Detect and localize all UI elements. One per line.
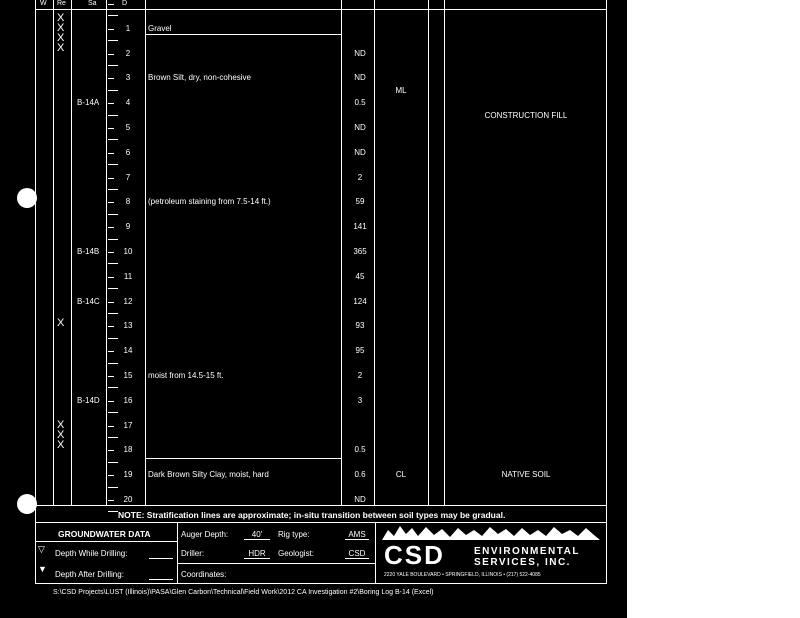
depth-tick xyxy=(108,239,118,240)
pid-reading: 93 xyxy=(355,321,365,331)
pid-reading: 365 xyxy=(353,247,367,256)
depth-label: 15 xyxy=(123,371,133,380)
soil-description: (petroleum staining from 7.5-14 ft.) xyxy=(148,197,271,207)
depth-label: 8 xyxy=(125,197,131,207)
depth-tick-minor xyxy=(108,475,114,476)
depth-tick xyxy=(108,288,118,289)
remark: NATIVE SOIL xyxy=(501,470,551,480)
pid-reading: 3 xyxy=(357,395,363,405)
depth-label: 12 xyxy=(123,296,133,306)
grid-line xyxy=(606,0,607,583)
auger-depth-value: 40' xyxy=(244,530,270,540)
depth-while-drilling-label: Depth While Drilling: xyxy=(55,549,128,558)
recovery-x-mark: X xyxy=(57,41,65,54)
depth-tick xyxy=(108,511,118,512)
note-top-line xyxy=(35,505,607,506)
sample-id: B-14A xyxy=(77,98,100,108)
geologist-value: CSD xyxy=(345,549,369,559)
remark: CONSTRUCTION FILL xyxy=(484,110,568,120)
depth-tick xyxy=(108,487,118,488)
grid-line xyxy=(35,0,36,583)
depth-tick-minor xyxy=(108,54,114,55)
depth-tick-minor xyxy=(108,4,114,5)
depth-label: 2 xyxy=(125,48,131,58)
depth-label: 19 xyxy=(123,470,133,480)
depth-label: 9 xyxy=(125,222,131,232)
depth-tick xyxy=(108,189,118,190)
rig-type-label: Rig type: xyxy=(278,530,310,539)
coordinates-label: Coordinates: xyxy=(181,570,227,579)
soil-description: moist from 14.5-15 ft. xyxy=(148,371,224,380)
driller-label: Driller: xyxy=(181,549,205,558)
depth-label: 6 xyxy=(125,147,131,157)
depth-tick-minor xyxy=(108,426,114,427)
depth-tick xyxy=(108,437,118,438)
grid-line xyxy=(35,541,177,542)
depth-tick xyxy=(108,40,118,41)
grid-line xyxy=(53,0,54,505)
header-col-d: D xyxy=(122,0,128,7)
depth-tick xyxy=(108,90,118,91)
grid-line xyxy=(71,0,72,505)
pid-reading: 0.5 xyxy=(354,98,366,108)
depth-tick-minor xyxy=(108,252,114,253)
depth-tick-minor xyxy=(108,178,114,179)
depth-tick xyxy=(108,164,118,165)
table-bottom-line xyxy=(35,583,607,584)
depth-label: 18 xyxy=(123,445,133,455)
pid-reading: ND xyxy=(354,48,366,58)
pid-reading: ND xyxy=(354,123,366,132)
depth-tick xyxy=(108,139,118,140)
header-col-w: W xyxy=(40,0,47,7)
recovery-x-mark: X xyxy=(57,11,65,24)
pid-reading: 141 xyxy=(353,222,367,232)
recovery-x-mark: X xyxy=(57,418,65,431)
pid-reading: 95 xyxy=(355,346,365,356)
pid-reading: 0.6 xyxy=(354,470,366,480)
logo-address: 2220 YALE BOULEVARD • SPRINGFIELD, ILLINOIS • (217) 522-4085 xyxy=(384,572,541,578)
depth-tick-minor xyxy=(108,500,114,501)
company-logo xyxy=(378,524,604,582)
table-top-line xyxy=(35,9,607,10)
pid-reading: 45 xyxy=(355,271,365,281)
water-level-after-icon: ▼ xyxy=(38,564,47,574)
depth-tick-minor xyxy=(108,202,114,203)
depth-label: 13 xyxy=(123,321,133,331)
depth-label: 4 xyxy=(125,98,131,108)
binder-hole-top xyxy=(17,188,37,208)
grid-line xyxy=(177,563,375,564)
depth-label: 1 xyxy=(125,23,131,33)
depth-label: 3 xyxy=(125,73,131,83)
depth-tick xyxy=(108,263,118,264)
auger-depth-label: Auger Depth: xyxy=(181,530,229,539)
grid-line xyxy=(145,0,146,505)
grid-line xyxy=(375,522,376,583)
page-margin xyxy=(627,0,800,618)
pid-reading: 59 xyxy=(355,197,365,207)
sample-id: B-14C xyxy=(77,296,100,306)
depth-tick xyxy=(108,313,118,314)
pid-reading: ND xyxy=(354,495,366,504)
depth-tick-minor xyxy=(108,29,114,30)
uscs-code: CL xyxy=(395,470,407,480)
depth-tick-minor xyxy=(108,351,114,352)
depth-tick-minor xyxy=(108,103,114,104)
depth-label: 14 xyxy=(123,346,133,356)
tree-silhouette-icon xyxy=(378,524,604,540)
depth-label: 16 xyxy=(123,395,133,405)
pid-reading: ND xyxy=(354,147,366,157)
soil-description: Brown Silt, dry, non-cohesive xyxy=(148,73,252,83)
depth-tick xyxy=(108,462,118,463)
binder-hole-bottom xyxy=(17,494,37,514)
depth-label: 5 xyxy=(125,123,131,132)
grid-line xyxy=(177,522,178,583)
rig-type-value: AMS xyxy=(345,530,369,540)
depth-tick-minor xyxy=(108,326,114,327)
driller-value: HDR xyxy=(244,549,270,559)
depth-tick-minor xyxy=(108,227,114,228)
recovery-x-mark: X xyxy=(57,31,65,44)
depth-tick xyxy=(108,363,118,364)
stratification-note: NOTE: Stratification lines are approximate; in-situ transition between soil types may be gradual. xyxy=(118,510,506,520)
stratum-line xyxy=(145,458,341,459)
grid-line xyxy=(341,0,342,505)
depth-label: 17 xyxy=(123,420,133,430)
depth-label: 7 xyxy=(125,172,131,182)
pid-reading: 0.5 xyxy=(354,445,366,455)
depth-while-blank xyxy=(149,558,173,559)
depth-tick xyxy=(108,214,118,215)
water-level-while-icon: ▽ xyxy=(38,544,45,554)
stratum-line xyxy=(145,34,341,35)
depth-tick-minor xyxy=(108,128,114,129)
recovery-x-mark: X xyxy=(57,428,65,441)
depth-label: 11 xyxy=(123,271,133,281)
header-col-s: Sa xyxy=(88,0,97,7)
groundwater-title: GROUNDWATER DATA xyxy=(58,529,151,539)
logo-line2: SERVICES, INC. xyxy=(474,557,571,568)
depth-tick-minor xyxy=(108,401,114,402)
geologist-label: Geologist: xyxy=(278,549,315,558)
depth-tick xyxy=(108,15,118,16)
recovery-x-mark: X xyxy=(57,438,65,451)
grid-line xyxy=(106,0,107,505)
depth-tick-minor xyxy=(108,376,114,377)
header-col-r: Re xyxy=(57,0,66,7)
depth-tick xyxy=(108,387,118,388)
depth-after-blank xyxy=(149,579,173,580)
depth-label: 10 xyxy=(123,247,133,256)
depth-tick-minor xyxy=(108,153,114,154)
sample-id: B-14D xyxy=(77,395,100,405)
depth-label: 20 xyxy=(123,495,133,504)
recovery-x-mark: X xyxy=(57,317,65,329)
soil-description: Gravel xyxy=(148,23,172,33)
depth-tick xyxy=(108,412,118,413)
soil-description: Dark Brown Silty Clay, moist, hard xyxy=(148,470,269,480)
file-path-footer: S:\CSD Projects\LUST (Illinois)\PASA\Glen Carbon\Technical\Field Work\2012 CA Investigation #2\Boring Log B-14 (Excel) xyxy=(53,589,434,596)
depth-tick xyxy=(108,338,118,339)
grid-line xyxy=(428,0,429,505)
depth-tick xyxy=(108,65,118,66)
pid-reading: 2 xyxy=(357,371,363,380)
logo-line1: ENVIRONMENTAL xyxy=(474,546,580,557)
recovery-x-mark: X xyxy=(57,21,65,34)
depth-tick-minor xyxy=(108,277,114,278)
logo-csd: CSD xyxy=(384,540,445,570)
depth-tick-minor xyxy=(108,450,114,451)
pid-reading: 2 xyxy=(357,172,363,182)
pid-reading: 124 xyxy=(353,296,367,306)
uscs-code: ML xyxy=(395,85,407,95)
sample-id: B-14B xyxy=(77,247,100,256)
depth-tick-minor xyxy=(108,302,114,303)
depth-after-drilling-label: Depth After Drilling: xyxy=(55,570,124,579)
pid-reading: ND xyxy=(354,73,366,83)
depth-tick-minor xyxy=(108,78,114,79)
depth-tick xyxy=(108,115,118,116)
grid-line xyxy=(444,0,445,505)
note-bottom-line xyxy=(35,522,607,523)
